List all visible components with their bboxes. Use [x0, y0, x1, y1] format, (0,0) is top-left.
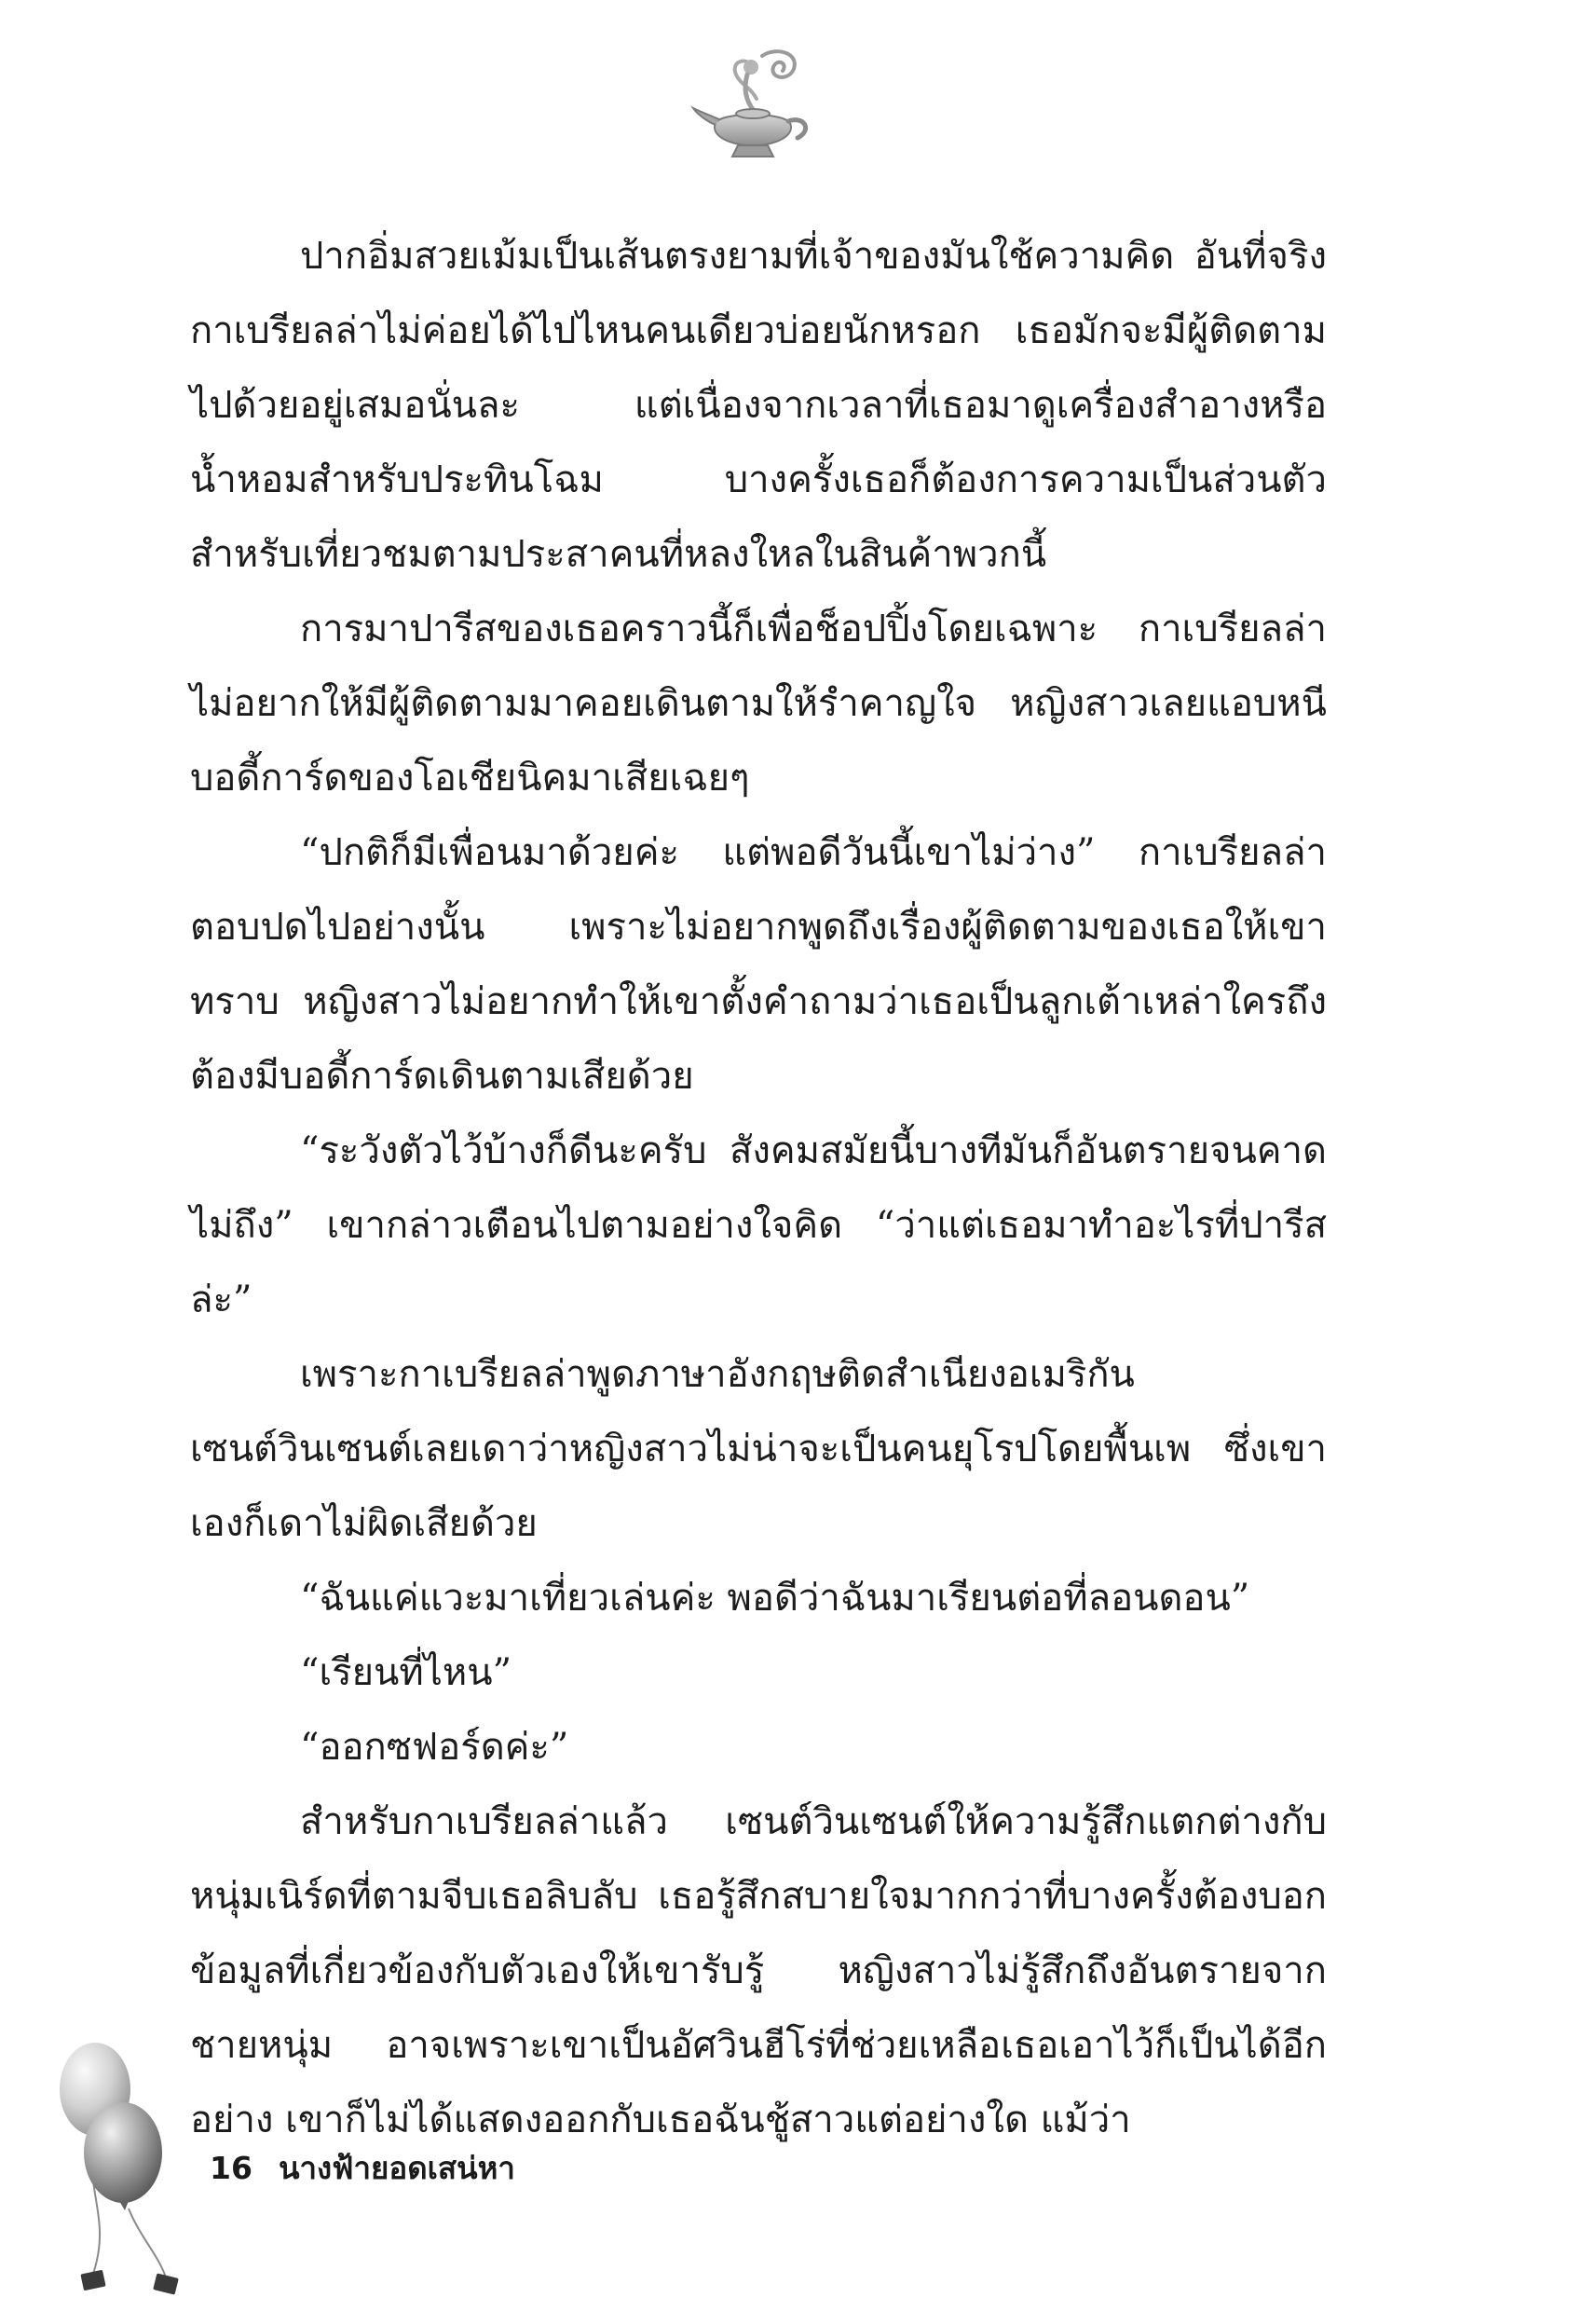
paragraph: สำหรับกาเบรียลล่าแล้ว เซนต์วินเซนต์ให้ความรู้สึกแตกต่างกับหนุ่มเนิร์ดที่ตามจีบเธอลิบลับ เธอรู้สึกสบายใจมากกว่าที่บางครั้งต้องบอกข้อมูลที่เกี่ยวข้องกับตัวเองให้เขารับรู้ หญิงสาวไม่รู้สึกถึงอันตรายจากชายหนุ่ม อาจเพราะเขาเป็นอัศวินฮีโร่ที่ช่วยเหลือเธอเอาไว้ก็เป็นได้อีกอย่าง เขาก็ไม่ได้แสดงออกกับเธอฉันชู้สาวแต่อย่างใด แม้ว่า [190, 1800, 1327, 2141]
page-number: 16 [210, 2150, 252, 2186]
paragraph: ปากอิ่มสวยเม้มเป็นเส้นตรงยามที่เจ้าของมันใช้ความคิด อันที่จริงกาเบรียลล่าไม่ค่อยได้ไปไหนคนเดียวบ่อยนักหรอก เธอมักจะมีผู้ติดตามไปด้วยอยู่เสมอนั่นละ แต่เนื่องจากเวลาที่เธอมาดูเครื่องสำอางหรือน้ำหอมสำหรับประทินโฉม บางครั้งเธอก็ต้องการความเป็นส่วนตัวสำหรับเที่ยวชมตามประสาคนที่หลงใหลในสินค้าพวกนี้ [190, 235, 1327, 576]
dialogue-line: “ฉันแค่แวะมาเที่ยวเล่นค่ะ พอดีว่าฉันมาเรียนต่อที่ลอนดอน” [300, 1577, 1250, 1620]
page-footer [210, 2143, 515, 2188]
paragraph: การมาปารีสของเธอคราวนี้ก็เพื่อช็อปปิ้งโดยเฉพาะ กาเบรียลล่าไม่อยากให้มีผู้ติดตามมาคอยเดินตามให้รำคาญใจ หญิงสาวเลยแอบหนีบอดี้การ์ดของโอเชียนิคมาเสียเฉยๆ [190, 608, 1327, 800]
dialogue-line: “ออกซฟอร์ดค่ะ” [300, 1726, 569, 1769]
dialogue-line: “เรียนที่ไหน” [300, 1651, 512, 1694]
paragraph: “ระวังตัวไว้บ้างก็ดีนะครับ สังคมสมัยนี้บางทีมันก็อันตรายจนคาดไม่ถึง” เขากล่าวเตือนไปตามอย่างใจคิด “ว่าแต่เธอมาทำอะไรที่ปารีสล่ะ” [190, 1129, 1327, 1321]
book-title: นางฟ้ายอดเสน่หา [278, 2150, 515, 2186]
body-text [190, 219, 1327, 2157]
balloons-icon [56, 2031, 196, 2302]
paragraph: เพราะกาเบรียลล่าพูดภาษาอังกฤษติดสำเนียงอเมริกันเซนต์วินเซนต์เลยเดาว่าหญิงสาวไม่น่าจะเป็นคนยุโรปโดยพื้นเพ ซึ่งเขาเองก็เดาไม่ผิดเสียด้วย [190, 1353, 1327, 1545]
paragraph: “ปกติก็มีเพื่อนมาด้วยค่ะ แต่พอดีวันนี้เขาไม่ว่าง” กาเบรียลล่าตอบปดไปอย่างนั้น เพราะไม่อยากพูดถึงเรื่องผู้ติดตามของเธอให้เขาทราบ หญิงสาวไม่อยากทำให้เขาตั้งคำถามว่าเธอเป็นลูกเต้าเหล่าใครถึงต้องมีบอดี้การ์ดเดินตามเสียด้วย [190, 831, 1327, 1098]
genie-lamp-icon [689, 47, 820, 163]
